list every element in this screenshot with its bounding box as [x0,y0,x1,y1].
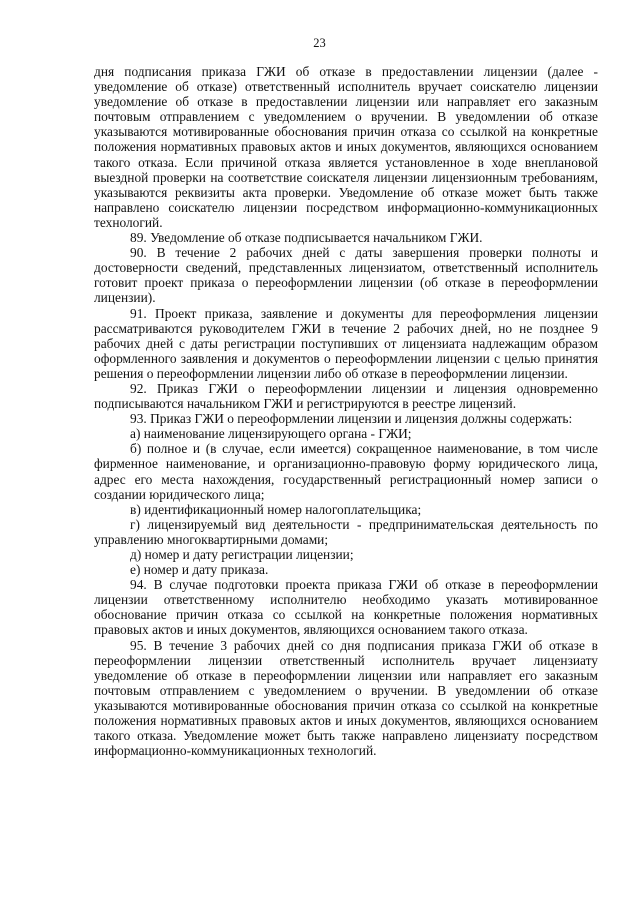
list-item-a: а) наименование лицензирующего органа - ГЖИ; [130,426,412,442]
paragraph-continuation: дня подписания приказа ГЖИ об отказе в предоставлении лицензии (далее - уведомление об отказе) ответственный исполнитель вручает соискателю лицензии уведомление об отказе в предоставлении лицензии или направляет его заказным почтовым отправлением с уведомлением о вручении. В уведомлении об отказе указываются мотивированные обоснования причин отказа со ссылкой на конкретные положения нормативных правовых актов и иных документов, являющихся основанием такого отказа. Если причиной отказа является установленное в ходе внеплановой выездной проверки на соответствие соискателя лицензии лицензионным требованиям, указываются реквизиты акта проверки. Уведомление об отказе может быть также направлено соискателю лицензии посредством информационно-коммуникационных технологий. [94,64,598,230]
page-number: 23 [313,36,326,50]
paragraph-91: 91. Проект приказа, заявление и документы для переоформления лицензии рассматриваются руководителем ГЖИ в течение 2 рабочих дней, но не позднее 9 рабочих дней с даты регистрации поступивших от лицензиата надлежащим образом оформленного заявления и документов о переоформлении лицензии с целью принятия решения о переоформлении лицензии либо об отказе в переоформлении лицензии. [94,305,598,381]
paragraph-93: 93. Приказ ГЖИ о переоформлении лицензии и лицензия должны содержать: [130,411,573,427]
list-item-v: в) идентификационный номер налогоплательщика; [130,501,422,517]
paragraph-89: 89. Уведомление об отказе подписывается начальником ГЖИ. [130,230,483,246]
list-item-d: д) номер и дату регистрации лицензии; [130,547,354,562]
paragraph-94: 94. В случае подготовки проекта приказа ГЖИ об отказе в переоформлении лицензии ответственному исполнителю необходимо указать мотивированное обоснование причин отказа со ссылкой на конкретные положения нормативных правовых актов и иных документов, являющихся основанием такого отказа. [94,577,598,638]
paragraph-92: 92. Приказ ГЖИ о переоформлении лицензии и лицензия одновременно подписываются начальником ГЖИ и регистрируются в реестре лицензий. [94,380,598,412]
paragraph-95: 95. В течение 3 рабочих дней со дня подписания приказа ГЖИ об отказе в переоформлении лицензии ответственный исполнитель вручает лицензиату уведомление об отказе в переоформлении лицензии или направляет его заказным почтовым отправлением с уведомлением о вручении. В уведомлении об отказе указываются мотивированные обоснования причин отказа со ссылкой на конкретные положения нормативных правовых актов и иных документов, являющихся основанием такого отказа. Уведомление может быть также направлено лицензиату посредством информационно-коммуникационных технологий. [94,637,598,759]
list-item-b: б) полное и (в случае, если имеется) сокращенное наименование, в том числе фирменное наименование, и организационно-правовую форму юридического лица, адрес его места нахождения, государственный регистрационный номер записи о создании юридического лица; [94,441,598,502]
document-body [94,64,598,758]
paragraph-90: 90. В течение 2 рабочих дней с даты завершения проверки полноты и достоверности сведений, представленных лицензиатом, ответственный исполнитель готовит проект приказа о переоформлении лицензии (об отказе в переоформлении лицензии). [94,245,598,306]
list-item-e: е) номер и дату приказа. [130,562,269,578]
list-item-g: г) лицензируемый вид деятельности - предпринимательская деятельность по управлению многоквартирными домами; [94,516,598,547]
